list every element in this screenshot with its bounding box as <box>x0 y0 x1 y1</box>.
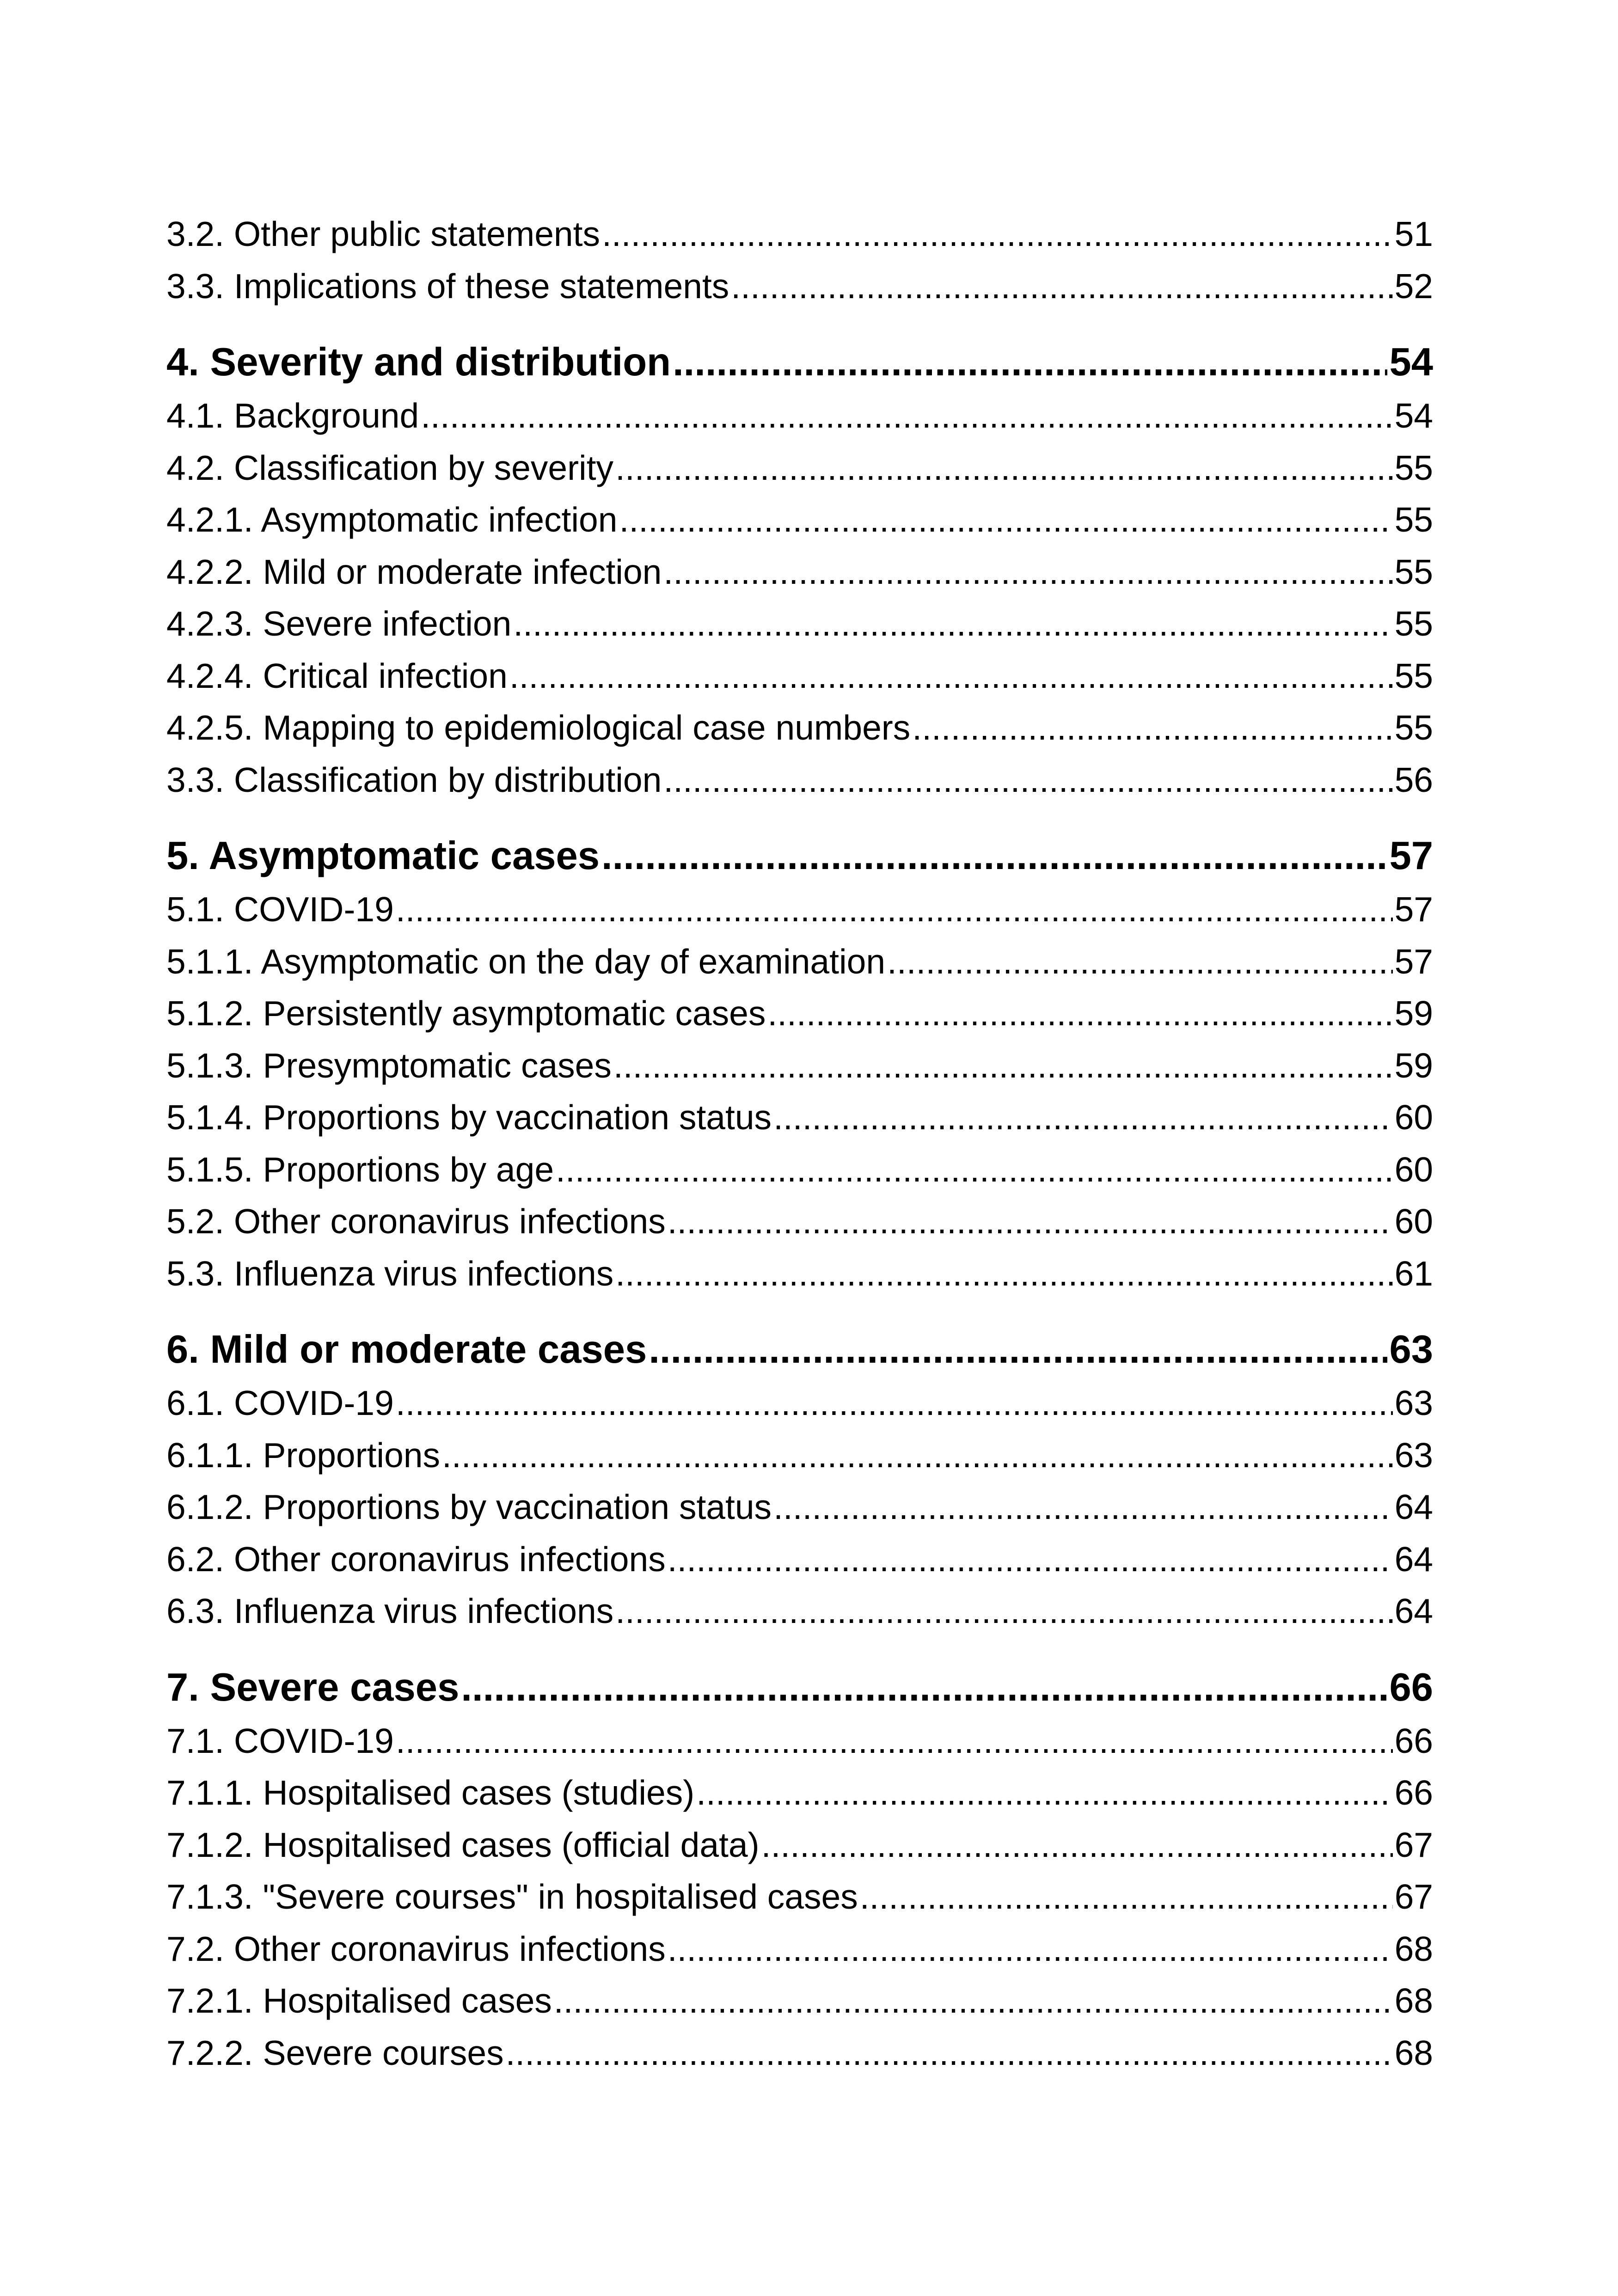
toc-entry-6-1[interactable] <box>166 1377 1433 1429</box>
toc-dot-leader <box>396 1715 1393 1767</box>
toc-dot-leader <box>761 1819 1393 1871</box>
toc-dot-leader <box>696 1767 1392 1819</box>
toc-entry-7-1-2[interactable] <box>166 1819 1433 1871</box>
toc-dot-leader <box>396 883 1393 936</box>
toc-dot-leader <box>663 546 1392 598</box>
toc-entry-title: 4.2.4. Critical infection <box>166 656 508 695</box>
toc-chapter-title: 7. Severe cases <box>166 1665 460 1709</box>
table-of-contents <box>166 208 1433 2079</box>
toc-page-number: 61 <box>1394 1254 1433 1293</box>
toc-page-number: 55 <box>1394 552 1433 591</box>
toc-entry-5-1-2[interactable] <box>166 987 1433 1040</box>
toc-page-number: 59 <box>1394 1046 1433 1085</box>
toc-entry-title: 4.2.1. Asymptomatic infection <box>166 500 618 539</box>
toc-page-number: 64 <box>1394 1539 1433 1579</box>
toc-dot-leader <box>556 1144 1393 1196</box>
toc-dot-leader <box>613 1040 1393 1092</box>
toc-dot-leader <box>673 335 1387 390</box>
toc-dot-leader <box>887 936 1393 988</box>
toc-entry-4-2-1[interactable] <box>166 494 1433 546</box>
toc-dot-leader <box>602 208 1393 260</box>
toc-entry-5-1-1[interactable] <box>166 936 1433 988</box>
toc-dot-leader <box>773 1091 1393 1144</box>
toc-chapter-title: 4. Severity and distribution <box>166 340 671 384</box>
toc-page-number: 64 <box>1394 1488 1433 1526</box>
toc-dot-leader <box>767 987 1392 1040</box>
toc-dot-leader <box>601 829 1387 883</box>
toc-page-number: 68 <box>1394 1981 1433 2020</box>
toc-dot-leader <box>663 754 1392 806</box>
toc-page-number: 57 <box>1389 834 1433 878</box>
toc-dot-leader <box>668 1923 1393 1975</box>
toc-dot-leader <box>731 260 1392 312</box>
toc-entry-title: 6.1.1. Proportions <box>166 1435 441 1475</box>
toc-page-number: 56 <box>1394 760 1433 799</box>
toc-chapter-4[interactable] <box>166 335 1433 390</box>
toc-dot-leader <box>421 390 1392 442</box>
toc-chapter-6[interactable] <box>166 1322 1433 1377</box>
toc-entry-6-3[interactable] <box>166 1585 1433 1637</box>
toc-dot-leader <box>773 1481 1393 1533</box>
toc-page-number: 55 <box>1394 448 1433 487</box>
toc-page-number: 68 <box>1394 2033 1433 2072</box>
toc-entry-title: 7.2.1. Hospitalised cases <box>166 1981 552 2020</box>
toc-page-number: 55 <box>1394 656 1433 695</box>
toc-chapter-5[interactable] <box>166 829 1433 883</box>
toc-page-number: 55 <box>1394 500 1433 539</box>
toc-dot-leader <box>649 1322 1387 1377</box>
toc-entry-4-2-5[interactable] <box>166 702 1433 754</box>
toc-entry-3-3-distribution[interactable] <box>166 754 1433 806</box>
toc-page-number: 57 <box>1394 890 1433 929</box>
toc-entry-5-1[interactable] <box>166 883 1433 936</box>
toc-chapter-title: 5. Asymptomatic cases <box>166 834 600 878</box>
toc-page-number: 66 <box>1394 1773 1433 1812</box>
toc-entry-title: 4.1. Background <box>166 396 419 435</box>
toc-entry-5-1-4[interactable] <box>166 1091 1433 1144</box>
toc-entry-5-3[interactable] <box>166 1248 1433 1300</box>
toc-entry-title: 6.2. Other coronavirus infections <box>166 1539 666 1579</box>
toc-page-number: 63 <box>1394 1435 1433 1475</box>
toc-dot-leader <box>668 1533 1393 1586</box>
toc-entry-4-2-2[interactable] <box>166 546 1433 598</box>
toc-page-number: 63 <box>1389 1328 1433 1371</box>
toc-entry-title: 6.1. COVID-19 <box>166 1384 394 1422</box>
toc-dot-leader <box>554 1975 1393 2027</box>
toc-page-number: 60 <box>1394 1202 1433 1241</box>
toc-entry-4-1[interactable] <box>166 390 1433 442</box>
toc-dot-leader <box>668 1195 1393 1248</box>
toc-dot-leader <box>615 1248 1392 1300</box>
toc-page-number: 64 <box>1394 1592 1433 1630</box>
toc-entry-6-2[interactable] <box>166 1533 1433 1586</box>
toc-entry-title: 5.3. Influenza virus infections <box>166 1254 614 1293</box>
toc-entry-title: 4.2.3. Severe infection <box>166 604 512 643</box>
toc-dot-leader <box>461 1660 1387 1715</box>
toc-entry-title: 7.1. COVID-19 <box>166 1721 394 1760</box>
toc-entry-title: 3.3. Classification by distribution <box>166 760 662 799</box>
toc-entry-title: 7.1.2. Hospitalised cases (official data) <box>166 1825 760 1864</box>
toc-entry-title: 3.3. Implications of these statements <box>166 266 729 306</box>
toc-page-number: 68 <box>1394 1929 1433 1968</box>
toc-chapter-title: 6. Mild or moderate cases <box>166 1328 647 1371</box>
toc-entry-title: 6.3. Influenza virus infections <box>166 1592 614 1630</box>
toc-entry-title: 5.1.1. Asymptomatic on the day of examination <box>166 942 886 981</box>
toc-page-number: 57 <box>1394 942 1433 981</box>
toc-entry-7-2-1[interactable] <box>166 1975 1433 2027</box>
toc-dot-leader <box>396 1377 1393 1429</box>
toc-dot-leader <box>615 1585 1392 1637</box>
toc-dot-leader <box>912 702 1392 754</box>
toc-dot-leader <box>513 598 1392 650</box>
toc-entry-5-2[interactable] <box>166 1195 1433 1248</box>
toc-page-number: 54 <box>1389 340 1433 384</box>
toc-page-number: 67 <box>1394 1877 1433 1916</box>
toc-entry-title: 3.2. Other public statements <box>166 214 600 253</box>
toc-dot-leader <box>442 1429 1393 1482</box>
toc-page-number: 60 <box>1394 1098 1433 1137</box>
toc-entry-title: 7.1.3. "Severe courses" in hospitalised cases <box>166 1877 858 1916</box>
toc-entry-title: 5.1.3. Presymptomatic cases <box>166 1046 612 1085</box>
toc-dot-leader <box>619 494 1392 546</box>
toc-entry-title: 5.1.2. Persistently asymptomatic cases <box>166 994 766 1033</box>
toc-entry-title: 5.1. COVID-19 <box>166 890 394 929</box>
toc-entry-6-1-2[interactable] <box>166 1481 1433 1533</box>
toc-dot-leader <box>509 650 1393 702</box>
toc-dot-leader <box>860 1871 1393 1923</box>
toc-entry-6-1-1[interactable] <box>166 1429 1433 1482</box>
toc-entry-title: 5.1.4. Proportions by vaccination status <box>166 1098 772 1137</box>
toc-entry-4-2[interactable] <box>166 442 1433 494</box>
toc-entry-title: 7.2. Other coronavirus infections <box>166 1929 666 1968</box>
toc-entry-title: 4.2.5. Mapping to epidemiological case numbers <box>166 708 911 747</box>
toc-entry-7-1-1[interactable] <box>166 1767 1433 1819</box>
toc-entry-3-3[interactable] <box>166 260 1433 312</box>
toc-page-number: 66 <box>1389 1665 1433 1709</box>
toc-entry-title: 6.1.2. Proportions by vaccination status <box>166 1488 772 1526</box>
toc-entry-7-2-2[interactable] <box>166 2027 1433 2079</box>
toc-page-number: 63 <box>1394 1384 1433 1422</box>
toc-page-number: 54 <box>1394 396 1433 435</box>
toc-entry-title: 4.2.2. Mild or moderate infection <box>166 552 662 591</box>
toc-entry-title: 7.1.1. Hospitalised cases (studies) <box>166 1773 695 1812</box>
toc-entry-5-1-3[interactable] <box>166 1040 1433 1092</box>
toc-entry-title: 4.2. Classification by severity <box>166 448 614 487</box>
toc-page-number: 55 <box>1394 604 1433 643</box>
toc-entry-4-2-4[interactable] <box>166 650 1433 702</box>
toc-entry-title: 5.2. Other coronavirus infections <box>166 1202 666 1241</box>
toc-entry-title: 7.2.2. Severe courses <box>166 2033 504 2072</box>
toc-chapter-7[interactable] <box>166 1660 1433 1715</box>
toc-dot-leader <box>506 2027 1393 2079</box>
toc-entry-7-1-3[interactable] <box>166 1871 1433 1923</box>
toc-page-number: 51 <box>1394 214 1433 253</box>
toc-page-number: 66 <box>1394 1721 1433 1760</box>
toc-entry-3-2[interactable] <box>166 208 1433 260</box>
toc-page-number: 60 <box>1394 1150 1433 1189</box>
toc-page-number: 55 <box>1394 708 1433 747</box>
toc-entry-5-1-5[interactable] <box>166 1144 1433 1196</box>
toc-page-number: 67 <box>1394 1825 1433 1864</box>
toc-entry-title: 5.1.5. Proportions by age <box>166 1150 554 1189</box>
toc-entry-7-1[interactable] <box>166 1715 1433 1767</box>
toc-entry-4-2-3[interactable] <box>166 598 1433 650</box>
toc-page-number: 52 <box>1394 266 1433 306</box>
toc-dot-leader <box>615 442 1393 494</box>
toc-entry-7-2[interactable] <box>166 1923 1433 1975</box>
toc-page-number: 59 <box>1394 994 1433 1033</box>
